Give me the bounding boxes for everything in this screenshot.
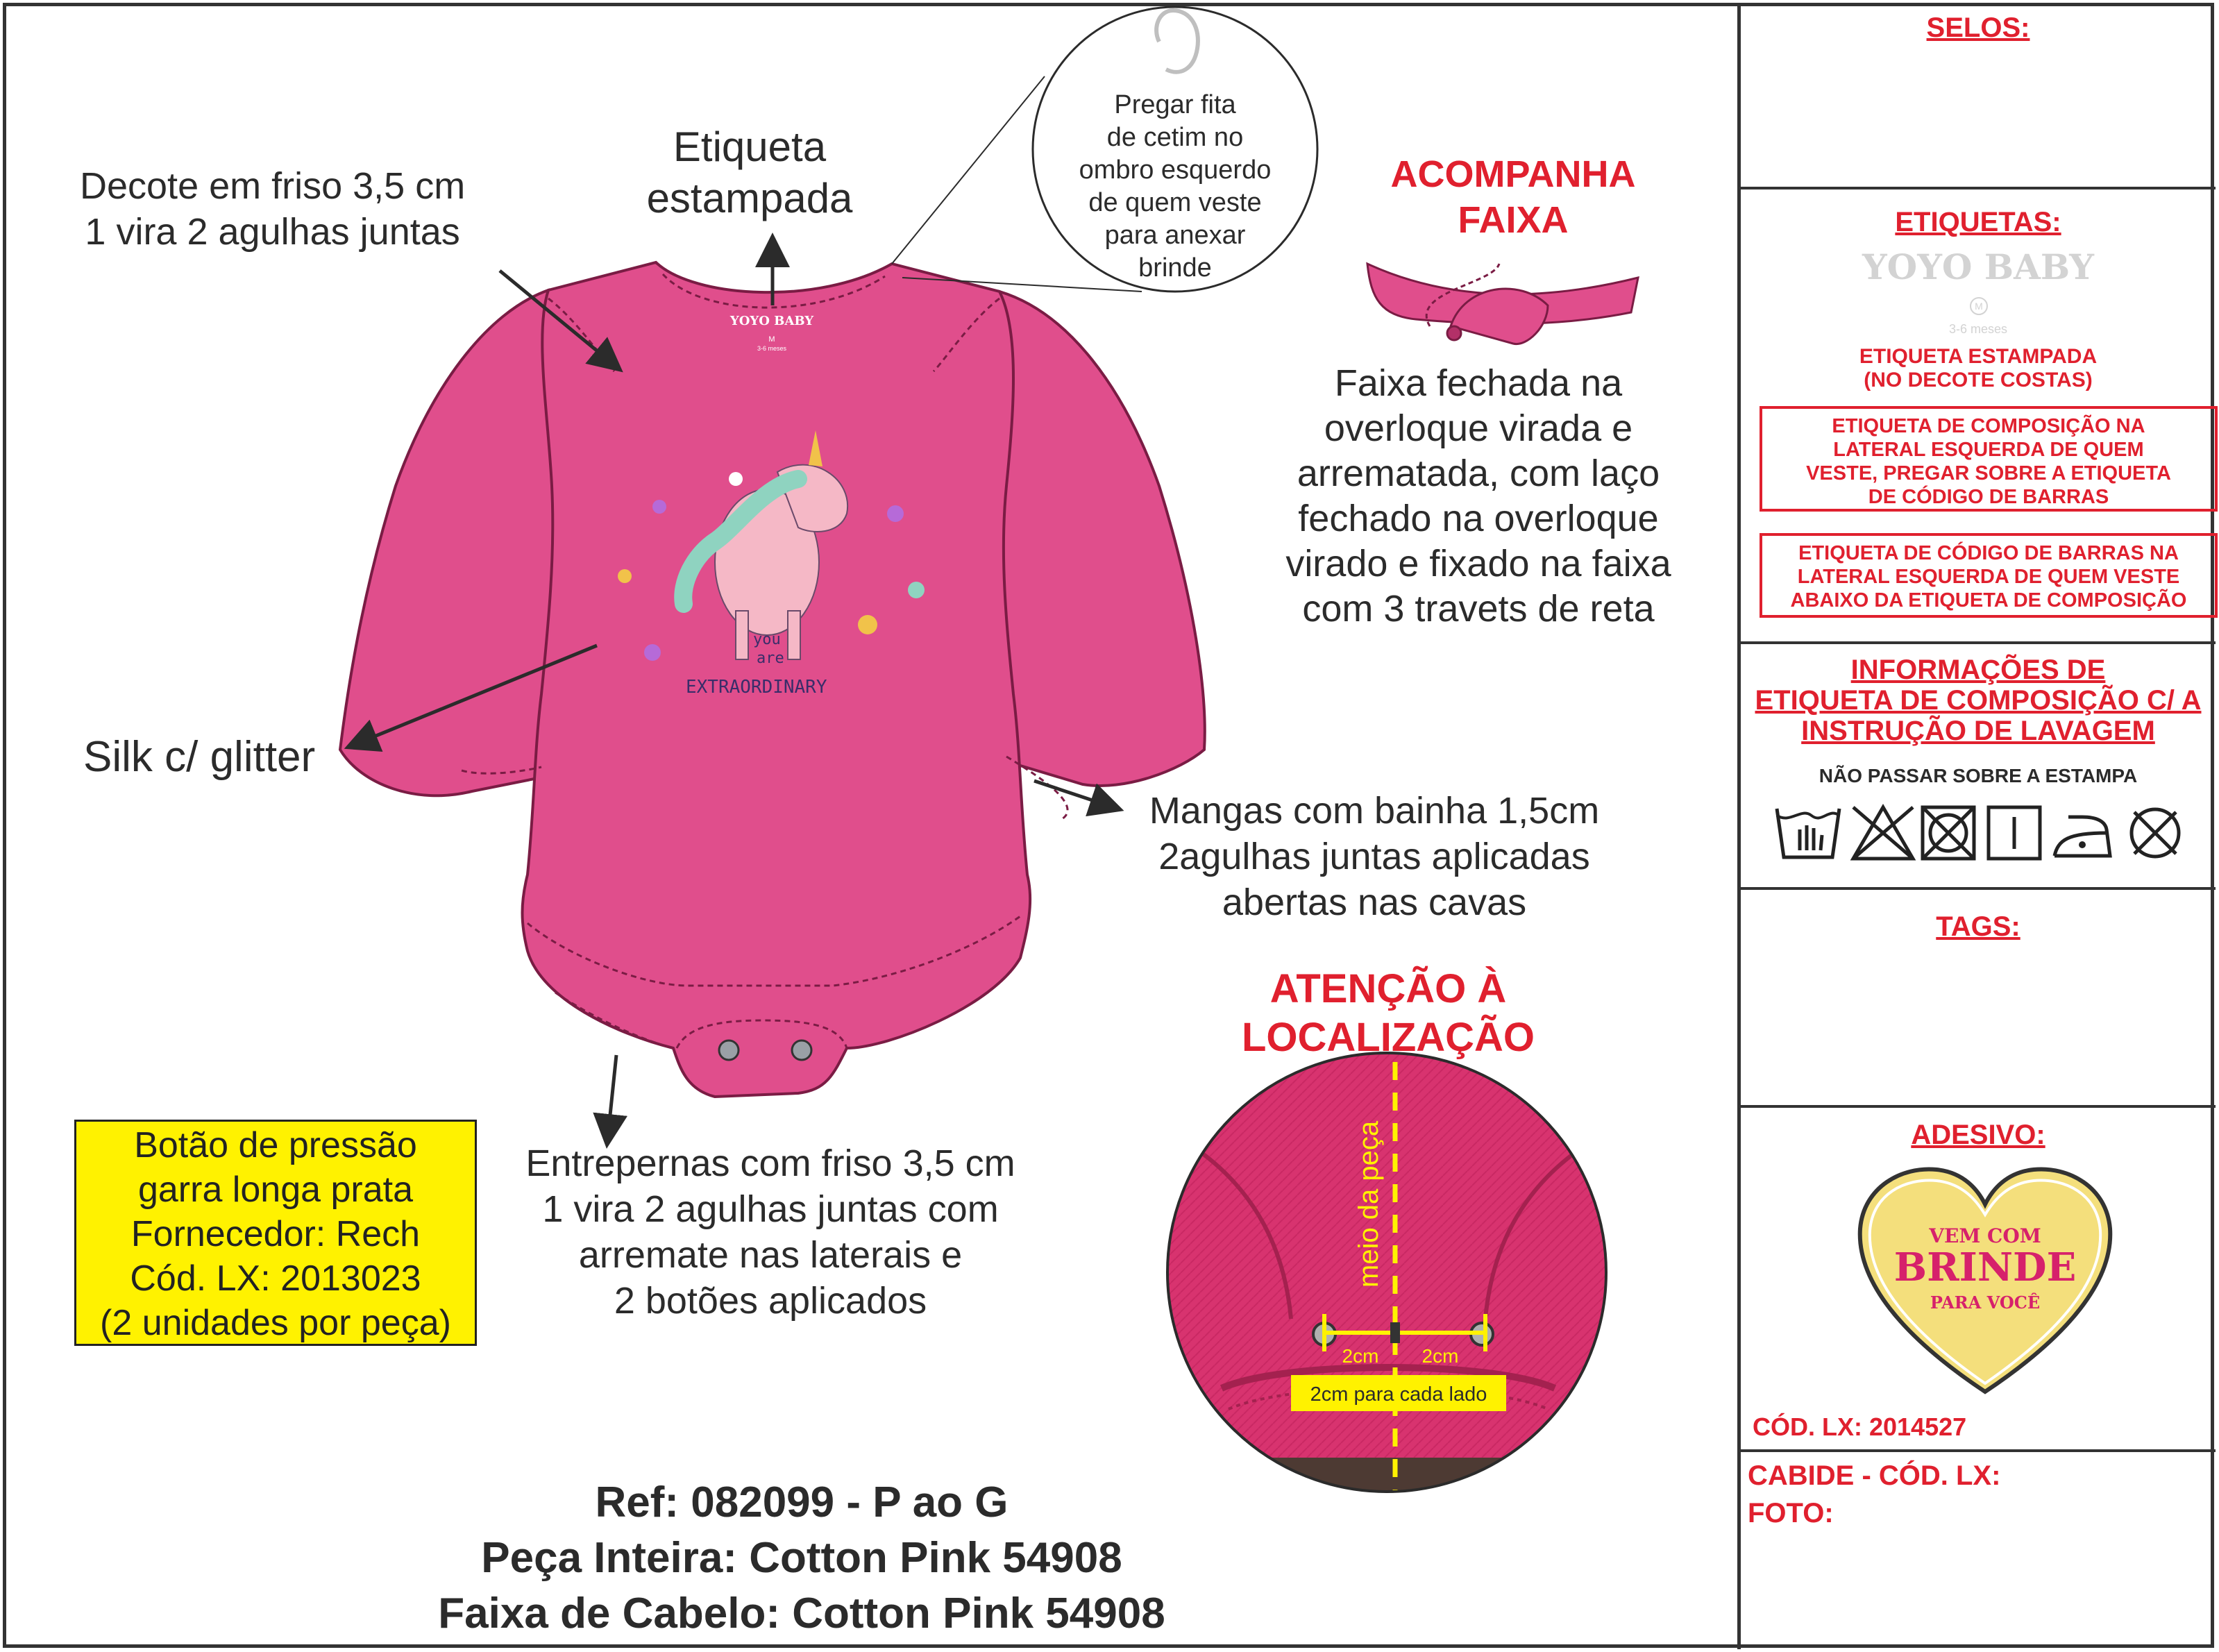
- faixa-desc-line5: virado e fixado na faixa: [1285, 543, 1671, 584]
- mangas-line3: abertas nas cavas: [1222, 882, 1527, 923]
- barras-box: [1760, 533, 2218, 618]
- composicao-box: [1760, 406, 2218, 512]
- ref-faixa: Faixa de Cabelo: Cotton Pink 54908: [438, 1590, 1165, 1637]
- detail-left-cm: 2cm: [1342, 1345, 1379, 1367]
- atencao-line2: LOCALIZAÇÃO: [1241, 1015, 1535, 1060]
- annot-fita-cetim: [1061, 89, 1290, 285]
- cabide-cod: CABIDE - CÓD. LX:: [1748, 1460, 2001, 1491]
- acompanha-faixa-title: [1347, 151, 1680, 243]
- botao-info-box: [74, 1120, 477, 1346]
- headband: [1367, 264, 1638, 344]
- faixa-desc-line6: com 3 travets de reta: [1302, 588, 1655, 630]
- adesivo-cod-lx: CÓD. LX: 2014527: [1753, 1413, 1967, 1441]
- annot-decote-line1: Decote em friso 3,5 cm: [80, 165, 466, 207]
- mangas-line2: 2agulhas juntas aplicadas: [1158, 836, 1590, 877]
- annot-decote-line2: 1 vira 2 agulhas juntas: [85, 211, 460, 253]
- faixa-desc-line3: arrematada, com laço: [1297, 453, 1660, 494]
- callout-line-top: [892, 76, 1045, 264]
- faixa-desc-line2: overloque virada e: [1324, 407, 1633, 449]
- entrepernas-line4: 2 botões aplicados: [614, 1280, 927, 1322]
- ref-peca: Peça Inteira: Cotton Pink 54908: [481, 1534, 1122, 1582]
- annot-faixa-desc: [1263, 361, 1694, 632]
- fita-line2: de cetim no: [1106, 123, 1244, 152]
- estampada-line1: ETIQUETA ESTAMPADA: [1859, 345, 2098, 368]
- atencao-line1: ATENÇÃO À: [1269, 966, 1507, 1011]
- barras-line3: ABAIXO DA ETIQUETA DE COMPOSIÇÃO: [1790, 589, 2187, 612]
- info-line2: ETIQUETA DE COMPOSIÇÃO C/ A: [1755, 685, 2202, 716]
- botao-line1: Botão de pressão: [134, 1125, 417, 1165]
- botao-line3: Fornecedor: Rech: [130, 1214, 421, 1254]
- hand-wash-icon: [1777, 809, 1839, 857]
- divider-etiquetas: [1739, 641, 2216, 644]
- composicao-line3: VESTE, PREGAR SOBRE A ETIQUETA: [1806, 462, 2171, 484]
- adesivo-line3: PARA VOCÊ: [1930, 1292, 2041, 1313]
- entrepernas-line2: 1 vira 2 agulhas juntas com: [542, 1188, 999, 1230]
- adesivo-line1: VEM COM: [1929, 1224, 2041, 1247]
- composicao-line2: LATERAL ESQUERDA DE QUEM: [1833, 439, 2144, 461]
- annot-etiqueta-line1: Etiqueta: [673, 124, 827, 170]
- no-bleach-icon: [1853, 807, 1913, 859]
- detail-right-cm: 2cm: [1421, 1345, 1459, 1367]
- detail-cada-lado: 2cm para cada lado: [1310, 1383, 1487, 1406]
- acompanha-line2: FAIXA: [1458, 199, 1569, 241]
- divider-adesivo: [1739, 1449, 2216, 1452]
- adesivo-heart: [1853, 1163, 2117, 1399]
- annot-silk: Silk c/ glitter: [83, 733, 316, 781]
- etiqueta-estampada-note: [1741, 345, 2216, 392]
- print-extraordinary: EXTRAORDINARY: [686, 677, 827, 698]
- composicao-line4: DE CÓDIGO DE BARRAS: [1868, 486, 2109, 508]
- arrow-entrepernas: [607, 1055, 616, 1142]
- info-line3: INSTRUÇÃO DE LAVAGEM: [1801, 716, 2155, 746]
- info-line1: INFORMAÇÕES DE: [1850, 655, 2106, 685]
- no-dry-clean-icon: [2132, 809, 2179, 857]
- fita-line6: brinde: [1138, 253, 1212, 283]
- ref-code: Ref: 082099 - P ao G: [595, 1478, 1009, 1526]
- composicao-line1: ETIQUETA DE COMPOSIÇÃO NA: [1832, 415, 2145, 437]
- mangas-line1: Mangas com bainha 1,5cm: [1149, 790, 1600, 832]
- info-title: [1741, 655, 2216, 746]
- tags-title: TAGS:: [1936, 911, 2020, 942]
- selos-title: SELOS:: [1926, 12, 2030, 43]
- divider-selos: [1739, 187, 2216, 189]
- acompanha-line1: ACOMPANHA: [1390, 153, 1636, 195]
- detail-meio: meio da peça: [1353, 1120, 1384, 1288]
- adesivo-line2: BRINDE: [1893, 1245, 2077, 1290]
- neck-label-size: M: [768, 335, 775, 344]
- fita-line3: ombro esquerdo: [1079, 155, 1272, 185]
- faixa-desc-line1: Faixa fechada na: [1334, 362, 1623, 404]
- nao-passar-note: NÃO PASSAR SOBRE A ESTAMPA: [1819, 765, 2138, 786]
- fita-line1: Pregar fita: [1114, 90, 1236, 119]
- line-dry-icon: [1989, 807, 2040, 859]
- estampada-line2: (NO DECOTE COSTAS): [1864, 369, 2093, 391]
- divider-tags: [1739, 1105, 2216, 1108]
- label-age-preview: 3-6 meses: [1948, 322, 2008, 336]
- divider-info: [1739, 887, 2216, 890]
- annot-entrepernas: [500, 1140, 1041, 1324]
- care-symbols: [1773, 802, 2190, 864]
- iron-low-icon: [2055, 817, 2110, 856]
- label-brand-preview: YOYO BABY: [1862, 246, 2095, 287]
- neck-label-age: 3-6 meses: [757, 345, 787, 352]
- annot-etiqueta: [632, 121, 868, 224]
- faixa-desc-line4: fechado na overloque: [1298, 498, 1659, 539]
- adesivo-title: ADESIVO:: [1911, 1120, 2045, 1150]
- barras-line1: ETIQUETA DE CÓDIGO DE BARRAS NA: [1798, 542, 2179, 564]
- botao-line2: garra longa prata: [137, 1170, 414, 1210]
- annot-etiqueta-line2: estampada: [646, 175, 853, 221]
- entrepernas-line1: Entrepernas com friso 3,5 cm: [525, 1143, 1015, 1184]
- label-size-badge: M: [1970, 297, 1988, 315]
- botao-line4: Cód. LX: 2013023: [130, 1258, 421, 1299]
- print-are: are: [757, 650, 784, 667]
- fita-line4: de quem veste: [1088, 188, 1262, 217]
- etiquetas-title: ETIQUETAS:: [1895, 207, 2061, 237]
- crotch-detail-photo: [1166, 1052, 1610, 1499]
- botao-line5: (2 unidades por peça): [100, 1303, 451, 1343]
- annot-decote: [80, 163, 465, 255]
- fita-line5: para anexar: [1104, 221, 1246, 250]
- atencao-title: [1208, 965, 1569, 1062]
- annot-mangas: [1131, 788, 1617, 925]
- neck-label-brand: YOYO BABY: [729, 314, 814, 328]
- foto-label: FOTO:: [1748, 1498, 1834, 1528]
- entrepernas-line3: arremate nas laterais e: [578, 1234, 963, 1276]
- print-you: you: [753, 631, 781, 648]
- no-tumble-dry-icon: [1923, 807, 1974, 859]
- barras-line2: LATERAL ESQUERDA DE QUEM VESTE: [1797, 566, 2180, 588]
